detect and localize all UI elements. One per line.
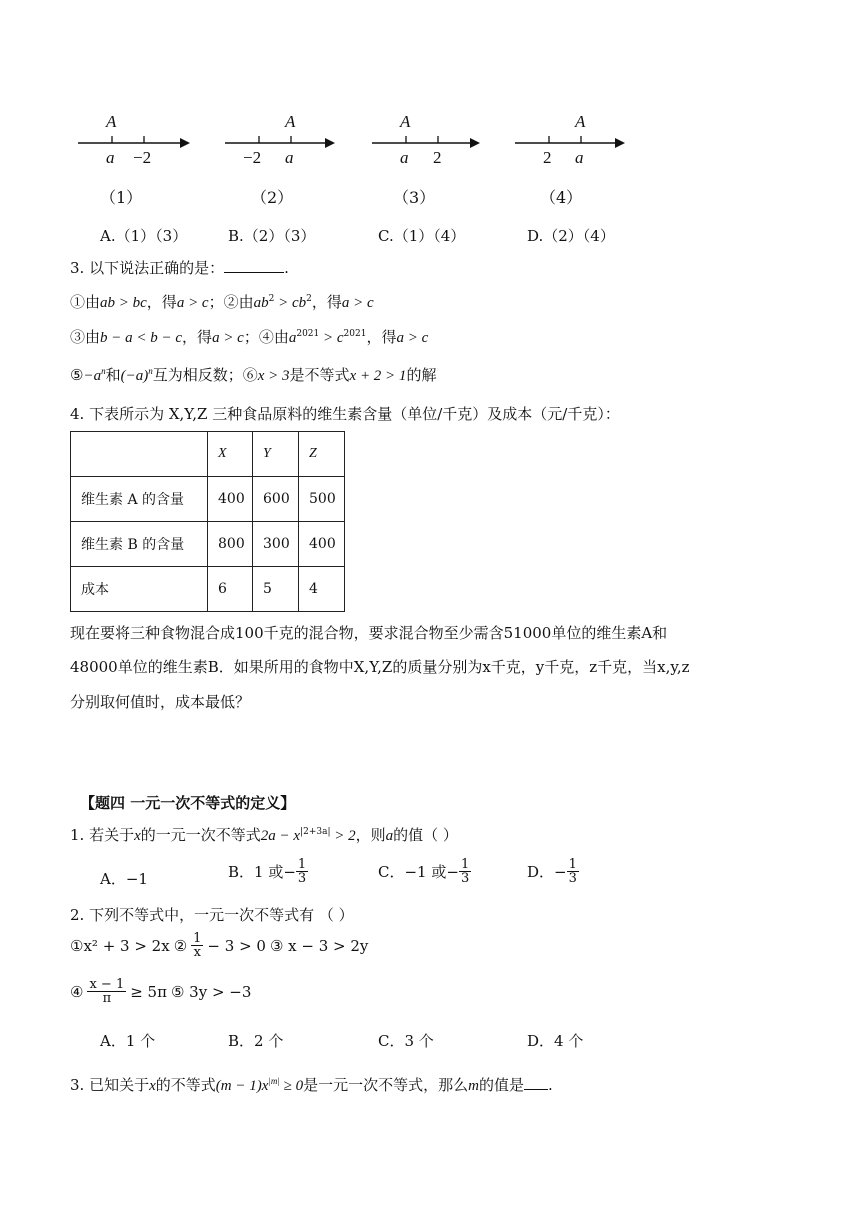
question-3-line-1: ①由ab > bc，得a > c；②由$ab^2 > cb^2$，得a > c [70,293,374,311]
s4q2-option-d: D．4 个 [527,1032,584,1050]
question-3-stem: 3. 以下说法正确的是： . [70,259,289,277]
question-3-line-2: ③由b − a < b − c，得a > c；④由$a^{2021} > c^{2021}$，得a > c [70,328,429,346]
table-cell: 成本 [71,567,208,612]
table-cell: 维生素 A 的含量 [71,477,208,522]
point-label-a: A [106,112,117,131]
option-a: A.（1）（3） [100,227,188,245]
question-4-paragraph-1: 现在要将三种食物混合成100千克的混合物，要求混合物至少需含51000单位的维生素A和 [70,624,668,642]
table-cell: 400 [208,477,253,522]
number-line-3 [372,136,480,148]
table-cell: 5 [253,567,299,612]
s4q2-option-c: C．3 个 [378,1032,434,1050]
s4q1-option-c: C．−1 或− $\frac{1}{3}$ [378,857,470,886]
number-line-4 [515,136,625,148]
table-cell: 600 [253,477,299,522]
number-line-1 [78,136,190,148]
s4-question-1-stem: 1. 若关于x的一元一次不等式$2a - x^{|2+3a|} > 2$，则a的值（ ） [70,826,458,844]
point-label-a: A [285,112,296,131]
tick-label: −2 [133,148,152,167]
question-3-line-3: $⑤-a^n$和$(-a)^n$互为相反数；⑥x > 3是不等式x + 2 > 1的解 [70,366,437,384]
table-row [71,432,345,477]
point-label-a: A [400,112,411,131]
answer-blank[interactable] [524,1089,548,1090]
vitamin-table [70,431,345,612]
table-cell: 4 [299,567,345,612]
question-4-paragraph-2: 48000单位的维生素B．如果所用的食物中X,Y,Z的质量分别为x千克，y千克，z千克，当x,y,z [70,658,690,676]
table-cell: 500 [299,477,345,522]
tick-label: a [575,148,584,167]
figure-caption: （3） [393,188,436,207]
question-4-stem: 4. 下表所示为 X,Y,Z 三种食品原料的维生素含量（单位/千克）及成本（元/千克）： [70,405,620,423]
s4-question-2-line-1: ①x² + 3 > 2x ② $\frac{1}{x}$ − 3 > 0 ③ x − 3 > 2y [70,931,369,960]
figure-caption: （2） [251,188,294,207]
option-c: C.（1）（4） [378,227,466,245]
table-row [71,567,345,612]
answer-blank[interactable] [224,272,284,273]
table-row [71,522,345,567]
s4q2-option-b: B．2 个 [228,1032,284,1050]
option-b: B.（2）（3） [228,227,316,245]
table-cell: X [208,432,253,477]
table-row [71,477,345,522]
tick-label: 2 [433,148,442,167]
tick-label: a [106,148,115,167]
s4q2-option-a: A．1 个 [100,1032,156,1050]
table-cell: 300 [253,522,299,567]
figure-caption: （1） [100,188,143,207]
figure-caption: （4） [540,188,583,207]
tick-label: a [400,148,409,167]
number-line-2 [225,136,335,148]
table-cell: 800 [208,522,253,567]
s4q1-option-d: D．− $\frac{1}{3}$ [527,857,577,886]
table-cell [71,432,208,477]
table-cell: 400 [299,522,345,567]
s4-question-3: 3. 已知关于x的不等式$(m - 1)x^{|m|} \ge 0$是一元一次不等式，那么m的值是 . [70,1076,553,1094]
s4-question-2-line-2: ④ $\frac{x - 1}{\pi}$ ≥ 5π ⑤ 3y > −3 [70,977,252,1006]
table-cell: Z [299,432,345,477]
section-title: 【题四 一元一次不等式的定义】 [80,794,296,812]
question-4-paragraph-3: 分别取何值时，成本最低？ [70,693,251,711]
option-d: D.（2）（4） [527,227,615,245]
table-cell: 维生素 B 的含量 [71,522,208,567]
tick-label: −2 [243,148,262,167]
tick-label: 2 [543,148,552,167]
s4q1-option-b: B．1 或− $\frac{1}{3}$ [228,857,307,886]
s4-question-2-stem: 2. 下列不等式中，一元一次不等式有 （ ） [70,906,354,924]
point-label-a: A [575,112,586,131]
s4q1-option-a: A．−1 [100,870,148,888]
tick-label: a [285,148,294,167]
table-cell: Y [253,432,299,477]
table-cell: 6 [208,567,253,612]
